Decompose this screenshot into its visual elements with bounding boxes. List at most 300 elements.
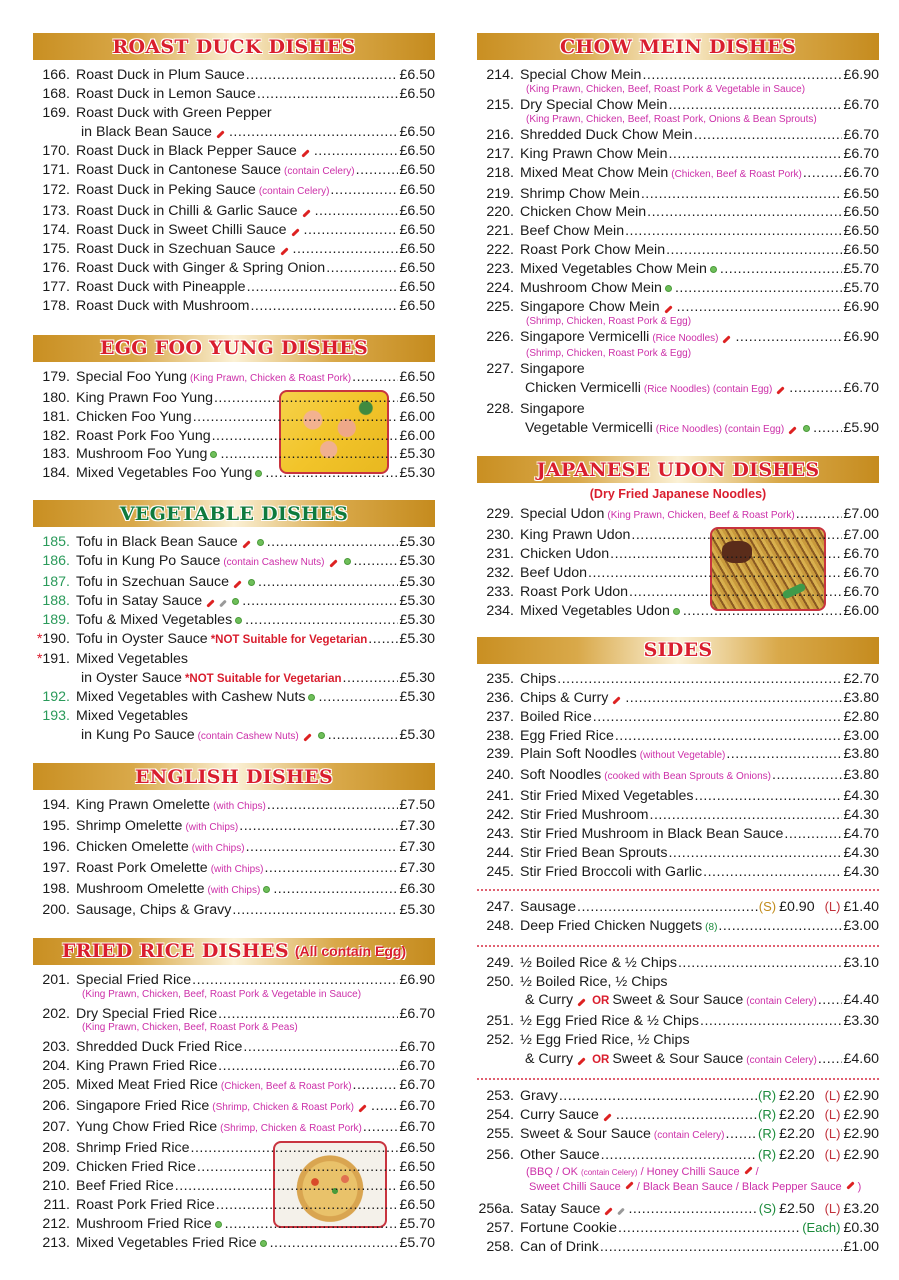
menu-item[interactable] xyxy=(33,104,435,123)
leader-dots xyxy=(618,1219,801,1238)
menu-item-continued[interactable] xyxy=(33,669,435,689)
item-number-text: 191. xyxy=(42,650,70,667)
leader-dots xyxy=(641,185,843,204)
vegetarian-icon xyxy=(263,886,270,893)
menu-item[interactable] xyxy=(33,796,435,817)
menu-item[interactable] xyxy=(477,583,879,602)
menu-item[interactable] xyxy=(33,389,435,408)
menu-item[interactable] xyxy=(477,360,879,379)
item-note: (Shrimp, Chicken & Roast Pork) xyxy=(220,1123,362,1135)
menu-item[interactable] xyxy=(477,279,879,298)
item-price: £6.90 xyxy=(843,298,879,315)
menu-item[interactable] xyxy=(477,670,879,689)
leader-dots xyxy=(796,505,843,524)
item-name: Chicken Chow Mein xyxy=(520,204,647,221)
chilli-icon xyxy=(280,247,288,255)
menu-item[interactable] xyxy=(477,1031,879,1050)
item-number: 256. xyxy=(486,1146,514,1163)
item-price: £6.70 xyxy=(399,1119,435,1136)
item-price: £6.50 xyxy=(843,204,879,221)
leader-dots xyxy=(666,241,842,260)
item-name: Roast Duck in Cantonese Sauce xyxy=(76,161,282,178)
leader-dots xyxy=(270,1234,399,1253)
vegetarian-icon xyxy=(257,539,264,546)
menu-item[interactable] xyxy=(477,844,879,863)
menu-item[interactable] xyxy=(33,297,435,316)
menu-item[interactable] xyxy=(477,241,879,260)
not-vegetarian-warning: *NOT Suitable for Vegetarian xyxy=(184,672,342,685)
chilli-icon xyxy=(302,210,310,218)
menu-item[interactable] xyxy=(33,368,435,389)
chilli-icon xyxy=(577,999,585,1007)
menu-item[interactable] xyxy=(477,298,879,317)
item-price: £5.30 xyxy=(399,727,435,744)
menu-item-continued[interactable] xyxy=(477,1050,879,1071)
item-name: Chips & Curry xyxy=(520,689,609,706)
unit-tag: (Each) xyxy=(802,1219,841,1235)
item-price: £6.50 xyxy=(399,1177,435,1194)
menu-item-continued[interactable] xyxy=(477,419,879,440)
item-name: Stir Fried Mixed Vegetables xyxy=(520,788,694,805)
spacer xyxy=(477,439,879,456)
chow-mein-list xyxy=(477,66,879,439)
menu-item[interactable] xyxy=(33,142,435,161)
item-name: Deep Fried Chicken Nuggets xyxy=(520,917,703,934)
menu-item[interactable] xyxy=(477,689,879,708)
asterisk: * xyxy=(36,650,43,667)
vegetarian-icon xyxy=(318,732,325,739)
item-number: 197. xyxy=(42,859,70,876)
item-number: 188. xyxy=(42,592,70,609)
menu-item[interactable] xyxy=(33,817,435,838)
menu-item[interactable] xyxy=(477,1012,879,1031)
item-price: £5.90 xyxy=(843,419,879,436)
item-name: King Prawn Omelette xyxy=(76,797,211,814)
leader-dots xyxy=(343,669,399,688)
menu-item[interactable] xyxy=(477,898,879,917)
leader-dots xyxy=(726,745,842,764)
menu-item[interactable] xyxy=(33,464,435,483)
item-price: £6.50 xyxy=(399,297,435,314)
menu-item[interactable] xyxy=(33,181,435,202)
menu-item[interactable] xyxy=(33,1234,435,1253)
item-number: 183. xyxy=(42,446,70,463)
item-name: Chips xyxy=(520,670,557,687)
menu-item[interactable] xyxy=(33,838,435,859)
menu-item[interactable] xyxy=(477,328,879,349)
leader-dots xyxy=(668,96,842,115)
item-name: Fortune Cookie xyxy=(520,1219,617,1236)
chilli-icon xyxy=(788,426,796,434)
item-price-regular: £2.20 xyxy=(779,1146,815,1163)
leader-dots xyxy=(242,592,398,611)
leader-dots xyxy=(247,278,399,297)
item-number: 202. xyxy=(42,1005,70,1022)
item-price: £5.70 xyxy=(399,1215,435,1232)
menu-item[interactable] xyxy=(33,592,435,611)
chilli-icon xyxy=(358,1104,366,1112)
chilli-icon xyxy=(303,734,311,742)
menu-item[interactable] xyxy=(33,630,435,650)
chilli-icon xyxy=(723,335,731,343)
menu-item[interactable] xyxy=(477,1106,879,1125)
section-header-egg-foo-yung xyxy=(33,335,435,362)
item-name: Roast Duck in Chilli & Garlic Sauce xyxy=(76,203,298,220)
nut-icon xyxy=(219,600,227,608)
menu-item[interactable] xyxy=(477,1125,879,1146)
item-price: £6.00 xyxy=(843,602,879,619)
menu-item-continued[interactable] xyxy=(33,123,435,142)
menu-item[interactable] xyxy=(477,766,879,787)
size-tag-large: (L) xyxy=(824,898,841,914)
item-name: Mixed Meat Fried Rice xyxy=(76,1077,218,1094)
item-name: Sausage, Chips & Gravy xyxy=(76,901,232,918)
leader-dots xyxy=(631,526,842,545)
item-name: Roast Duck in Plum Sauce xyxy=(76,67,245,83)
item-number: 232. xyxy=(486,565,514,582)
menu-item[interactable] xyxy=(33,707,435,726)
item-price: £5.70 xyxy=(399,1234,435,1251)
menu-item[interactable] xyxy=(477,222,879,241)
menu-item[interactable] xyxy=(477,787,879,806)
vegetarian-icon xyxy=(710,266,717,273)
item-price-regular: £2.20 xyxy=(779,1125,815,1142)
menu-item[interactable] xyxy=(33,1057,435,1076)
item-note: (with Chips) xyxy=(210,863,264,875)
item-number: 178. xyxy=(42,297,70,314)
menu-item[interactable] xyxy=(477,260,879,279)
leader-dots xyxy=(625,222,842,241)
item-price: £2.70 xyxy=(843,670,879,687)
menu-item[interactable] xyxy=(33,427,435,446)
menu-item[interactable] xyxy=(477,126,879,145)
leader-dots xyxy=(818,1050,843,1069)
chilli-icon xyxy=(206,599,214,607)
item-price-regular: £2.20 xyxy=(779,1106,815,1123)
spacer xyxy=(33,483,435,500)
item-name: Mixed Vegetables Foo Yung xyxy=(76,465,253,482)
section-header-sides xyxy=(477,637,879,664)
section-title: CHOW MEIN DISHES xyxy=(559,35,796,58)
item-number: 172. xyxy=(42,182,70,199)
menu-item[interactable] xyxy=(33,573,435,592)
leader-dots xyxy=(212,427,399,446)
item-note: (with Chips) xyxy=(207,884,261,896)
menu-item[interactable] xyxy=(477,602,879,621)
right-column xyxy=(477,33,879,1256)
menu-item[interactable] xyxy=(477,96,879,115)
item-number: 243. xyxy=(486,826,514,843)
size-tag-large: (L) xyxy=(824,1146,841,1162)
chilli-icon xyxy=(329,559,337,567)
menu-item[interactable] xyxy=(33,278,435,297)
menu-item[interactable] xyxy=(33,445,435,464)
menu-item[interactable] xyxy=(477,203,879,222)
leader-dots xyxy=(694,126,843,145)
item-number: 249. xyxy=(486,954,514,971)
menu-item[interactable] xyxy=(33,66,435,85)
leader-dots xyxy=(257,85,399,104)
menu-item[interactable] xyxy=(33,611,435,630)
item-number: 210. xyxy=(42,1177,70,1194)
item-name: Singapore Vermicelli xyxy=(520,328,650,345)
menu-item[interactable] xyxy=(33,1177,435,1196)
item-note: (Rice Noodles) xyxy=(652,332,719,344)
foo-yung-list xyxy=(33,368,435,483)
menu-item[interactable] xyxy=(33,202,435,221)
item-price-large: £2.90 xyxy=(843,1146,879,1163)
menu-item[interactable] xyxy=(33,240,435,259)
spacer xyxy=(33,316,435,335)
size-tag-regular: (R) xyxy=(758,1146,777,1162)
item-number: 250. xyxy=(486,973,514,990)
item-price: £6.70 xyxy=(843,565,879,582)
menu-item[interactable] xyxy=(477,954,879,973)
item-price: £5.30 xyxy=(399,465,435,482)
section-title: VEGETABLE DISHES xyxy=(119,502,349,525)
item-price: £6.50 xyxy=(399,1158,435,1175)
size-tag-regular: (R) xyxy=(758,1106,777,1122)
item-price: £6.90 xyxy=(843,67,879,83)
item-price: £1.00 xyxy=(843,1238,879,1255)
chilli-icon xyxy=(216,130,224,138)
item-name: Other Sauce xyxy=(520,1146,600,1163)
item-name: Boiled Rice xyxy=(520,708,592,725)
section-header-vegetable xyxy=(33,500,435,527)
menu-item[interactable] xyxy=(33,408,435,427)
item-number: 208. xyxy=(42,1139,70,1156)
menu-item[interactable] xyxy=(33,1076,435,1097)
leader-dots xyxy=(650,806,843,825)
item-ingredients: (King Prawn, Chicken, Beef, Roast Pork & Vegetable in Sauce) xyxy=(82,988,362,1000)
leader-dots xyxy=(368,630,398,649)
item-price: £4.30 xyxy=(843,807,879,824)
leader-dots xyxy=(616,1106,757,1125)
menu-item[interactable] xyxy=(33,552,435,573)
leader-dots xyxy=(232,901,398,920)
leader-dots xyxy=(610,545,842,564)
fried-rice-list xyxy=(33,971,435,1253)
menu-item[interactable] xyxy=(33,85,435,104)
item-price: £5.30 xyxy=(399,446,435,463)
item-price: £3.00 xyxy=(843,917,879,934)
item-price: £6.50 xyxy=(843,185,879,202)
item-name: Tofu & Mixed Vegetables xyxy=(76,611,233,628)
leader-dots xyxy=(225,1215,399,1234)
item-price: £4.30 xyxy=(843,788,879,805)
nut-icon xyxy=(618,1207,626,1215)
or-label: OR xyxy=(592,1054,610,1067)
menu-item[interactable] xyxy=(33,971,435,990)
item-price: £6.70 xyxy=(399,1058,435,1075)
menu-item[interactable] xyxy=(477,806,879,825)
or-label: OR xyxy=(592,995,610,1008)
leader-dots xyxy=(246,838,399,857)
menu-item[interactable] xyxy=(33,221,435,240)
leader-dots xyxy=(293,240,399,259)
menu-item[interactable] xyxy=(33,161,435,182)
item-number: 203. xyxy=(42,1039,70,1056)
item-name: Shrimp Omelette xyxy=(76,818,183,835)
menu-item[interactable] xyxy=(33,901,435,920)
item-price: £5.70 xyxy=(843,261,879,278)
item-price: £6.70 xyxy=(843,145,879,162)
item-price: £6.50 xyxy=(843,223,879,240)
leader-dots xyxy=(718,917,842,936)
item-price-large: £2.90 xyxy=(843,1125,879,1142)
item-name: Roast Duck with Ginger & Spring Onion xyxy=(76,260,326,277)
menu-item[interactable] xyxy=(33,880,435,901)
item-name: King Prawn Chow Mein xyxy=(520,145,668,162)
menu-item[interactable] xyxy=(477,727,879,746)
item-price: £6.50 xyxy=(399,203,435,220)
menu-item[interactable] xyxy=(477,1200,879,1219)
menu-item[interactable] xyxy=(477,1238,879,1257)
menu-item[interactable] xyxy=(477,708,879,727)
item-name: Gravy xyxy=(520,1088,558,1105)
item-name: Tofu in Oyster Sauce xyxy=(76,630,208,647)
section-title: EGG FOO YUNG DISHES xyxy=(99,337,369,360)
item-price-small: £0.90 xyxy=(779,898,815,915)
menu-item[interactable] xyxy=(33,259,435,278)
item-price: £6.50 xyxy=(399,260,435,277)
leader-dots xyxy=(818,991,843,1010)
item-price: £4.60 xyxy=(843,1051,879,1068)
item-name: Beef Fried Rice xyxy=(76,1177,174,1194)
item-name: Mushroom Fried Rice xyxy=(76,1215,212,1232)
menu-item-continued[interactable] xyxy=(477,991,879,1012)
english-list xyxy=(33,796,435,919)
spacer xyxy=(33,920,435,938)
item-name: Mixed Vegetables xyxy=(76,650,188,667)
asterisk: * xyxy=(36,630,43,647)
menu-item-continued[interactable] xyxy=(33,726,435,747)
menu-item[interactable] xyxy=(477,185,879,204)
item-price: £6.50 xyxy=(399,1196,435,1213)
menu-item[interactable] xyxy=(477,400,879,419)
udon-photo-group xyxy=(477,526,879,621)
menu-item[interactable] xyxy=(33,533,435,552)
separator: ) xyxy=(857,1180,862,1193)
item-price: £6.70 xyxy=(399,1098,435,1115)
menu-item[interactable] xyxy=(33,688,435,707)
item-name: Mixed Vegetables Fried Rice xyxy=(76,1234,257,1251)
menu-item-continued[interactable] xyxy=(477,379,879,400)
size-tag-large: (L) xyxy=(824,1125,841,1141)
menu-item[interactable] xyxy=(33,1158,435,1177)
menu-item[interactable] xyxy=(33,859,435,880)
item-name: ½ Egg Fried Rice & ½ Chips xyxy=(520,1013,699,1030)
item-note: (contain Celery) xyxy=(746,996,817,1008)
item-name: Yung Chow Fried Rice xyxy=(76,1119,218,1136)
item-number: 244. xyxy=(486,845,514,861)
size-tag-large: (L) xyxy=(824,1200,841,1216)
menu-item[interactable] xyxy=(33,1196,435,1215)
item-name: Roast Duck with Green Pepper xyxy=(76,104,272,121)
item-price: £6.50 xyxy=(399,1139,435,1156)
item-name: Roast Duck with Pineapple xyxy=(76,278,246,295)
menu-item[interactable] xyxy=(477,66,879,85)
menu-item[interactable] xyxy=(477,526,879,545)
menu-item[interactable] xyxy=(477,145,879,164)
item-number: 196. xyxy=(42,839,70,855)
menu-item[interactable] xyxy=(477,917,879,938)
menu-item[interactable] xyxy=(477,505,879,526)
leader-dots xyxy=(352,368,398,387)
menu-item[interactable] xyxy=(33,1139,435,1158)
item-number: 240. xyxy=(486,767,514,784)
item-number: 204. xyxy=(42,1058,70,1075)
item-note: (Shrimp, Chicken & Roast Pork) xyxy=(212,1102,354,1114)
item-name: Stir Fried Mushroom xyxy=(520,807,649,824)
left-column xyxy=(33,33,435,1252)
menu-item[interactable] xyxy=(33,1118,435,1139)
item-number xyxy=(33,650,76,669)
item-number: 174. xyxy=(42,222,70,239)
menu-item[interactable] xyxy=(33,1215,435,1234)
menu-item[interactable] xyxy=(477,564,879,583)
item-number: 201. xyxy=(42,971,70,988)
menu-item[interactable] xyxy=(33,650,435,669)
item-name: Dry Special Fried Rice xyxy=(76,1005,218,1022)
item-name: Singapore Chow Mein xyxy=(520,298,660,315)
vegetarian-icon xyxy=(215,1221,222,1228)
item-note: (with Chips) xyxy=(191,843,245,854)
menu-item[interactable] xyxy=(477,1146,879,1165)
vegetarian-icon xyxy=(232,598,239,605)
leader-dots xyxy=(675,279,843,298)
item-number: 223. xyxy=(486,261,514,278)
item-name: King Prawn Udon xyxy=(520,527,631,544)
menu-item[interactable] xyxy=(33,1097,435,1118)
item-number: 181. xyxy=(42,408,70,425)
vegetarian-icon xyxy=(308,694,315,701)
item-number: 221. xyxy=(486,223,514,240)
udon-list xyxy=(477,505,879,620)
item-price: £6.70 xyxy=(399,1039,435,1056)
menu-item[interactable] xyxy=(477,973,879,992)
item-price: £3.30 xyxy=(843,1013,879,1030)
menu-item[interactable] xyxy=(477,1219,879,1238)
menu-item[interactable] xyxy=(477,825,879,844)
item-name: Sweet & Sour Sauce xyxy=(612,1051,744,1068)
item-name: Roast Duck in Sweet Chilli Sauce xyxy=(76,222,287,239)
menu-item[interactable] xyxy=(477,745,879,766)
item-name: Mushroom Omelette xyxy=(76,880,205,897)
menu-item[interactable] xyxy=(477,545,879,564)
menu-item[interactable] xyxy=(477,863,879,882)
item-price: £6.70 xyxy=(843,379,879,396)
item-number: 234. xyxy=(486,602,514,619)
menu-item[interactable] xyxy=(33,1005,435,1024)
menu-item[interactable] xyxy=(33,1038,435,1057)
leader-dots xyxy=(363,1118,399,1137)
item-number: 228. xyxy=(486,400,514,417)
item-price: £5.30 xyxy=(399,901,435,918)
menu-item[interactable] xyxy=(477,1087,879,1106)
item-name: Satay Sauce xyxy=(520,1200,601,1217)
item-number: 241. xyxy=(486,788,514,805)
item-number: 255. xyxy=(486,1125,514,1142)
item-ingredients: (King Prawn, Chicken, Beef, Roast Pork & Peas) xyxy=(82,1022,298,1034)
leader-dots xyxy=(330,181,398,200)
size-tag-regular: (R) xyxy=(758,1125,777,1141)
item-number: 169. xyxy=(42,104,70,121)
menu-item[interactable] xyxy=(477,164,879,185)
leader-dots xyxy=(218,1005,398,1024)
item-price: £7.00 xyxy=(843,506,879,523)
item-price: £6.70 xyxy=(843,126,879,143)
